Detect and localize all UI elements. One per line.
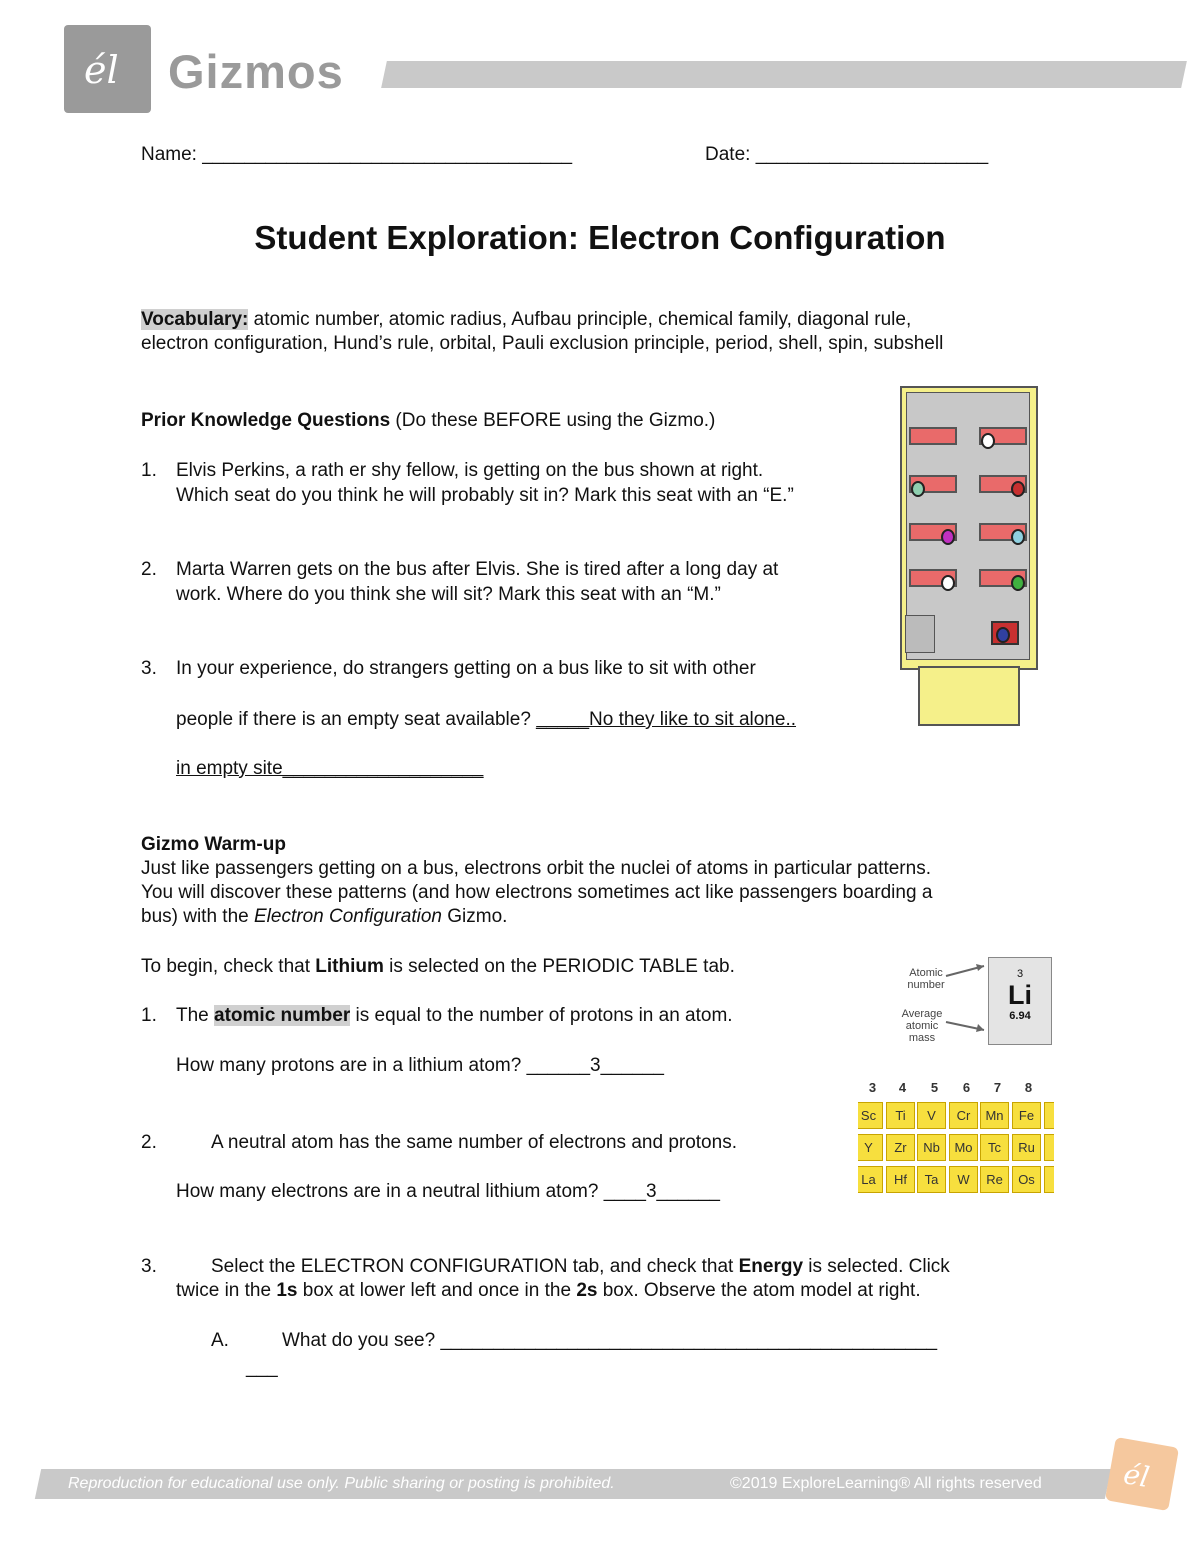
warmup-p1-prefix: bus) with the [141,906,254,927]
vocabulary-line1 [141,308,911,332]
q2-line2: work. Where do you think she will sit? Mark this seat with an “M.” [176,584,721,605]
w2-answer[interactable]: ____3______ [603,1181,720,1202]
element-cell[interactable]: La [858,1166,883,1193]
q1-line2: Which seat do you think he will probably sit in? Mark this seat with an “E.” [176,485,794,506]
element-cell[interactable]: V [917,1102,946,1129]
bus-seat[interactable] [909,427,957,445]
begin-prefix: To begin, check that [141,956,316,977]
vocabulary-text1: atomic number, atomic radius, Aufbau principle, chemical family, diagonal rule, [248,309,912,330]
w3-2s: 2s [576,1280,598,1301]
passenger-icon [1011,529,1025,545]
footer-copyright: ©2019 ExploreLearning® All rights reserved [730,1475,1042,1492]
w1-question [176,1054,664,1078]
w3-line1 [211,1255,950,1279]
element-cell-partial [1044,1102,1054,1129]
w3-line2-b: box at lower left and once in the [297,1280,577,1301]
w3-energy: Energy [738,1256,804,1277]
wa-label: A. [211,1330,229,1351]
w3-line2-a: twice in the [176,1280,277,1301]
w3-line1-a: Select the ELECTRON CONFIGURATION tab, and check that [211,1256,739,1277]
warmup-p1-line2: You will discover these patterns (and how electrons sometimes act like passengers boarding a [141,882,933,903]
q3-line2-text: people if there is an empty seat available? [176,709,537,730]
warmup-p1-line3 [141,905,507,929]
atomic-number-label: Atomic number [907,967,945,991]
element-cell[interactable]: Cr [949,1102,978,1129]
element-cell[interactable]: Hf [886,1166,915,1193]
el-logo-icon [1105,1437,1179,1511]
element-cell[interactable]: Os [1012,1166,1041,1193]
el-logo-icon [64,25,151,113]
brand-name: Gizmos [168,45,344,98]
prior-heading-rest: (Do these BEFORE using the Gizmo.) [390,410,716,431]
w3-line2 [176,1279,921,1303]
q3-answer-line1[interactable]: _____No they like to sit alone.. [536,709,797,730]
element-cell[interactable]: Zr [886,1134,915,1161]
passenger-icon [981,433,995,449]
gizmo-name: Electron Configuration [254,906,442,927]
q1-line1: Elvis Perkins, a rath er shy fellow, is getting on the bus shown at right. [176,460,764,481]
w1-number: 1. [141,1005,157,1026]
average-mass-label: Average atomic mass [901,1008,943,1044]
wa-answer-line2[interactable]: ___ [246,1357,278,1378]
tile-symbol: Li [1008,980,1032,1010]
w2-question-text: How many electrons are in a neutral lithium atom? [176,1181,604,1202]
w1-highlight: atomic number [214,1005,351,1026]
gizmos-logo [64,25,151,113]
driver-icon [996,627,1010,643]
name-field[interactable]: Name: ___________________________________ [141,144,573,165]
q3-number: 3. [141,658,157,679]
prior-heading [141,409,715,433]
group-header: 8 [1024,1080,1033,1095]
header-bar [381,61,1187,88]
passenger-icon [1011,481,1025,497]
q3-line1: In your experience, do strangers getting on a bus like to sit with other [176,658,756,679]
group-header: 7 [993,1080,1002,1095]
q2-number: 2. [141,559,157,580]
w1-answer[interactable]: ______3______ [526,1055,664,1076]
element-cell[interactable]: Ta [917,1166,946,1193]
bus-interior [906,392,1030,660]
periodic-table-fragment [858,1080,1054,1200]
passenger-icon [941,575,955,591]
footer-logo-icon [1105,1437,1179,1511]
wa-question-text: What do you see? [282,1330,441,1351]
wa-answer-line[interactable]: _______________________________________________ [440,1330,938,1351]
q3-answer-line2[interactable]: in empty site___________________ [176,758,484,779]
element-cell-partial [1044,1166,1054,1193]
q1-number: 1. [141,460,157,481]
element-cell[interactable]: Re [980,1166,1009,1193]
vocabulary-line2: electron configuration, Hund’s rule, orbital, Pauli exclusion principle, period, shell, spin, subshell [141,333,944,354]
bus-steps [918,666,1020,726]
begin-instruction [141,955,735,979]
element-cell[interactable]: Nb [917,1134,946,1161]
group-header: 6 [962,1080,971,1095]
group-header: 5 [930,1080,939,1095]
lithium-tile [988,957,1052,1045]
w3-line1-b: is selected. Click [803,1256,950,1277]
begin-element: Lithium [315,956,384,977]
w1-prefix: The [176,1005,215,1026]
element-cell[interactable]: Tc [980,1134,1009,1161]
w3-1s: 1s [276,1280,298,1301]
passenger-icon [1011,575,1025,591]
footer-notice: Reproduction for educational use only. Public sharing or posting is prohibited. [68,1475,615,1492]
element-cell[interactable]: Mo [949,1134,978,1161]
passenger-icon [941,529,955,545]
vocabulary-label: Vocabulary: [141,309,249,330]
svg-text:él: él [1120,1457,1152,1495]
page-title: Student Exploration: Electron Configuration [254,219,946,256]
passenger-icon [911,481,925,497]
date-field[interactable]: Date: ______________________ [705,144,989,165]
q2-line1: Marta Warren gets on the bus after Elvis. She is tired after a long day at [176,559,779,580]
w1-text [176,1004,733,1028]
w2-text: A neutral atom has the same number of electrons and protons. [211,1132,737,1153]
element-cell[interactable]: Mn [980,1102,1009,1129]
group-header: 4 [898,1080,907,1095]
w3-number: 3. [141,1256,157,1277]
q3-line2 [176,708,796,732]
begin-suffix: is selected on the PERIODIC TABLE tab. [383,956,735,977]
group-header: 3 [868,1080,877,1095]
w1-question-text: How many protons are in a lithium atom? [176,1055,527,1076]
element-cell[interactable]: Ti [886,1102,915,1129]
tile-atomic-number: 3 [1016,968,1024,980]
tile-mass: 6.94 [1009,1010,1031,1022]
element-cell[interactable]: Sc [858,1102,883,1129]
warmup-p1-suffix: Gizmo. [442,906,508,927]
element-cell[interactable]: Y [858,1134,883,1161]
w2-question [176,1180,720,1204]
warmup-heading: Gizmo Warm-up [141,834,286,855]
warmup-p1-line1: Just like passengers getting on a bus, electrons orbit the nuclei of atoms in particular patterns. [141,858,931,879]
prior-heading-bold: Prior Knowledge Questions [141,410,391,431]
w3-line2-c: box. Observe the atom model at right. [597,1280,921,1301]
wa-question [282,1329,937,1353]
element-cell-partial [1044,1134,1054,1161]
w2-number: 2. [141,1132,157,1153]
w1-suffix: is equal to the number of protons in an atom. [350,1005,733,1026]
pointer-arrows-icon [940,960,990,1040]
bus-door [905,615,935,653]
element-cell[interactable]: W [949,1166,978,1193]
element-cell[interactable]: Fe [1012,1102,1041,1129]
element-cell[interactable]: Ru [1012,1134,1041,1161]
svg-text:él: él [84,48,119,92]
